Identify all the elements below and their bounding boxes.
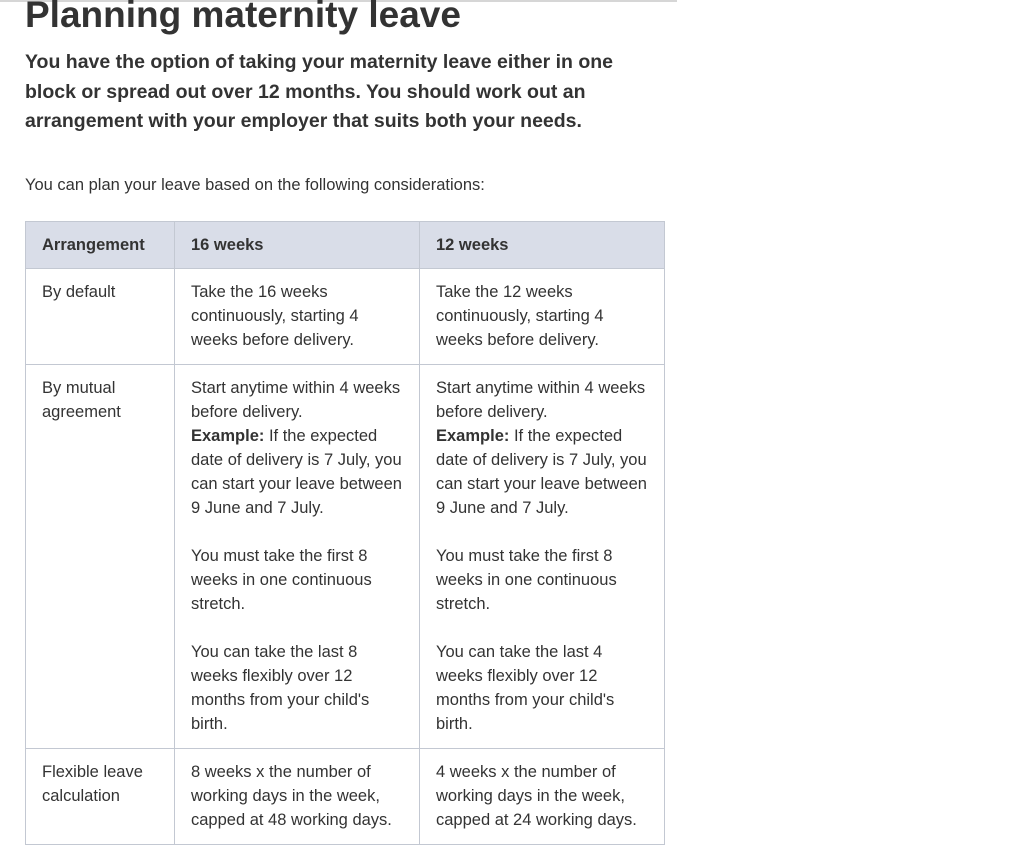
cell-text	[191, 376, 407, 520]
cell-text: Take the 12 weeks continuously, starting 4 weeks before delivery.	[436, 283, 604, 349]
cell-text: 8 weeks x the number of working days in the week, capped at 48 working days.	[191, 763, 392, 829]
header-arrangement: Arrangement	[26, 222, 175, 269]
example-text: If the expected date of delivery is 7 July, you can start your leave between 9 June and 7 July.	[436, 427, 647, 517]
cell-12-weeks	[420, 365, 665, 749]
cell-text: You must take the first 8 weeks in one continuous stretch.	[436, 547, 617, 613]
row-label: By default	[26, 269, 175, 365]
leave-arrangement-table	[25, 221, 665, 845]
cell-text: You can take the last 4 weeks flexibly over 12 months from your child's birth.	[436, 643, 615, 733]
example-text: If the expected date of delivery is 7 July, you can start your leave between 9 June and 7 July.	[191, 427, 402, 517]
table-header-row	[26, 222, 665, 269]
start-text: Start anytime within 4 weeks before delivery.	[436, 379, 646, 421]
cell-text: 4 weeks x the number of working days in the week, capped at 24 working days.	[436, 763, 637, 829]
page-title: Planning maternity leave	[25, 0, 461, 35]
header-16-weeks: 16 weeks	[175, 222, 420, 269]
row-label: Flexible leave calculation	[26, 749, 175, 845]
cell-text: You must take the first 8 weeks in one continuous stretch.	[191, 547, 372, 613]
example-label: Example:	[436, 427, 510, 445]
cell-16-weeks	[175, 749, 420, 845]
cell-text	[436, 376, 652, 520]
table-row	[26, 749, 665, 845]
table-row	[26, 269, 665, 365]
intro-paragraph: You can plan your leave based on the following considerations:	[25, 176, 485, 194]
cell-16-weeks	[175, 269, 420, 365]
row-label: By mutual agreement	[26, 365, 175, 749]
example-label: Example:	[191, 427, 265, 445]
header-12-weeks: 12 weeks	[420, 222, 665, 269]
start-text: Start anytime within 4 weeks before delivery.	[191, 379, 401, 421]
cell-12-weeks	[420, 269, 665, 365]
lead-paragraph: You have the option of taking your maternity leave either in one block or spread out over 12 months. You should work out an arrangement with your employer that suits both your needs.	[25, 51, 613, 132]
cell-12-weeks	[420, 749, 665, 845]
cell-text: You can take the last 8 weeks flexibly over 12 months from your child's birth.	[191, 643, 370, 733]
cell-text: Take the 16 weeks continuously, starting 4 weeks before delivery.	[191, 283, 359, 349]
cell-16-weeks	[175, 365, 420, 749]
table-row	[26, 365, 665, 749]
